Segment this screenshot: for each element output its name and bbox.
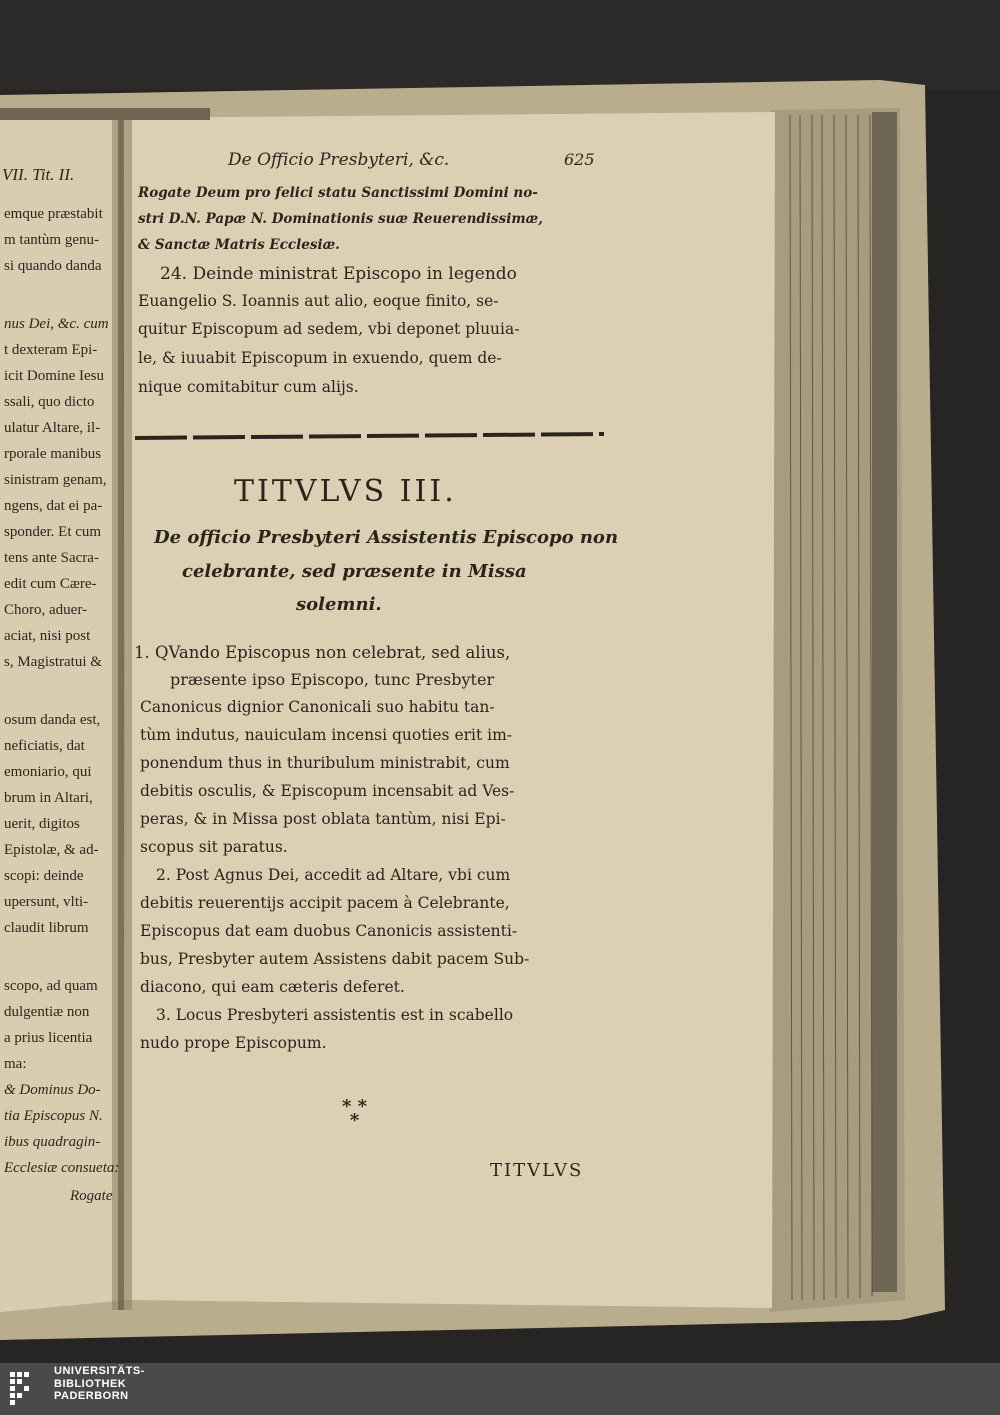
- body-line: Canonicus dignior Canonicali suo habitu tan-: [140, 698, 495, 716]
- prayer-line: Rogate Deum pro felici statu Sanctissimi Domini no-: [138, 185, 538, 201]
- university-library-logo-icon: [8, 1370, 48, 1410]
- left-page-line: Choro, aduer-: [4, 602, 88, 618]
- ornament-asterisks: * * *: [342, 1096, 368, 1131]
- body-line: 1. QVando Episcopus non celebrat, sed alius,: [134, 643, 511, 662]
- left-page-line: uerit, digitos: [4, 816, 80, 832]
- logo-line: PADERBORN: [54, 1390, 129, 1402]
- left-page-line: ma:: [4, 1056, 27, 1072]
- left-page-line: si quando danda: [4, 258, 102, 274]
- left-page-line: edit cum Cære-: [4, 576, 97, 592]
- left-page-line: Epistolæ, & ad-: [4, 842, 99, 858]
- body-line: præsente ipso Episcopo, tunc Presbyter: [170, 670, 495, 689]
- left-page-line: scopo, ad quam: [4, 978, 98, 994]
- body-line: debitis osculis, & Episcopum incensabit ad Ves-: [140, 782, 515, 800]
- left-page-line: emoniario, qui: [4, 764, 92, 780]
- left-page-line: t dexteram Epi-: [4, 342, 98, 358]
- left-page-line: rporale manibus: [4, 446, 102, 462]
- section-subtitle: solemni.: [296, 594, 382, 615]
- section-subtitle: celebrante, sed præsente in Missa: [182, 561, 527, 582]
- paragraph-line: le, & iuuabit Episcopum in exuendo, quem de-: [138, 349, 502, 367]
- left-page-line: sponder. Et cum: [4, 524, 102, 540]
- footer-bar: [0, 1363, 1000, 1415]
- left-page-line: m tantùm genu-: [4, 232, 99, 248]
- section-title: TITVLVS III.: [234, 474, 457, 509]
- left-page-line: ulatur Altare, il-: [4, 420, 101, 436]
- left-page-line: s, Magistratui &: [4, 654, 102, 670]
- paragraph-line: quitur Episcopum ad sedem, vbi deponet pluuia-: [138, 320, 520, 338]
- body-line: Episcopus dat eam duobus Canonicis assistenti-: [140, 922, 518, 940]
- library-logo-text: [54, 1365, 145, 1403]
- running-head: De Officio Presbyteri, &c.: [228, 150, 450, 170]
- left-page-line: tia Episcopus N.: [4, 1108, 103, 1124]
- left-page-line: emque præstabit: [4, 206, 103, 222]
- catchword: TITVLVS: [490, 1160, 584, 1181]
- page-number: 625: [564, 150, 595, 169]
- left-page-line: dulgentiæ non: [4, 1004, 90, 1020]
- left-page-line: aciat, nisi post: [4, 628, 91, 644]
- body-line: 2. Post Agnus Dei, accedit ad Altare, vbi cum: [156, 866, 511, 884]
- logo-line: BIBLIOTHEK: [54, 1377, 127, 1390]
- body-line: diacono, qui eam cæteris deferet.: [140, 978, 405, 996]
- left-page-catchword: Rogate: [70, 1188, 113, 1204]
- body-line: tùm indutus, nauiculam incensi quoties erit im-: [140, 726, 513, 744]
- body-line: bus, Presbyter autem Assistens dabit pacem Sub-: [140, 950, 530, 968]
- left-page-line: claudit librum: [4, 920, 89, 936]
- left-page-line: tens ante Sacra-: [4, 550, 99, 566]
- body-line: 3. Locus Presbyteri assistentis est in scabello: [156, 1006, 514, 1024]
- body-line: peras, & in Missa post oblata tantùm, nisi Epi-: [140, 810, 506, 828]
- left-page-line: ibus quadragin-: [4, 1134, 101, 1150]
- left-page-line: scopi: deinde: [4, 868, 84, 884]
- left-page-line: Ecclesiæ consueta:: [4, 1160, 120, 1176]
- section-subtitle: De officio Presbyteri Assistentis Episcopo non: [154, 527, 619, 548]
- left-page-line: nus Dei, &c. cum: [4, 316, 109, 332]
- prayer-line: stri D.N. Papæ N. Dominationis suæ Reuerendissimæ,: [138, 211, 543, 227]
- left-page-line: & Dominus Do-: [4, 1082, 101, 1098]
- paragraph-line: Euangelio S. Ioannis aut alio, eoque finito, se-: [138, 292, 499, 310]
- left-page-line: osum danda est,: [4, 712, 101, 728]
- left-page-line: neficiatis, dat: [4, 738, 85, 754]
- body-line: nudo prope Episcopum.: [140, 1034, 327, 1052]
- paragraph-line: nique comitabitur cum alijs.: [138, 378, 359, 396]
- body-line: ponendum thus in thuribulum ministrabit, cum: [140, 754, 510, 772]
- left-page-line: icit Domine Iesu: [4, 368, 104, 384]
- left-page-line: ngens, dat ei pa-: [4, 498, 103, 514]
- left-page-line: upersunt, vlti-: [4, 894, 89, 910]
- body-line: scopus sit paratus.: [140, 838, 288, 856]
- paragraph-line: 24. Deinde ministrat Episcopo in legendo: [160, 264, 517, 284]
- left-page-line: brum in Altari,: [4, 790, 93, 806]
- left-page-line: sinistram genam,: [4, 472, 107, 488]
- logo-line: UNIVERSITÄTS-: [54, 1365, 145, 1377]
- left-page-line: a prius licentia: [4, 1030, 93, 1046]
- left-page-line: ssali, quo dicto: [4, 394, 95, 410]
- left-page-header: VII. Tit. II.: [2, 165, 75, 184]
- body-line: debitis reuerentijs accipit pacem à Celebrante,: [140, 894, 510, 912]
- prayer-line: & Sanctæ Matris Ecclesiæ.: [138, 237, 340, 253]
